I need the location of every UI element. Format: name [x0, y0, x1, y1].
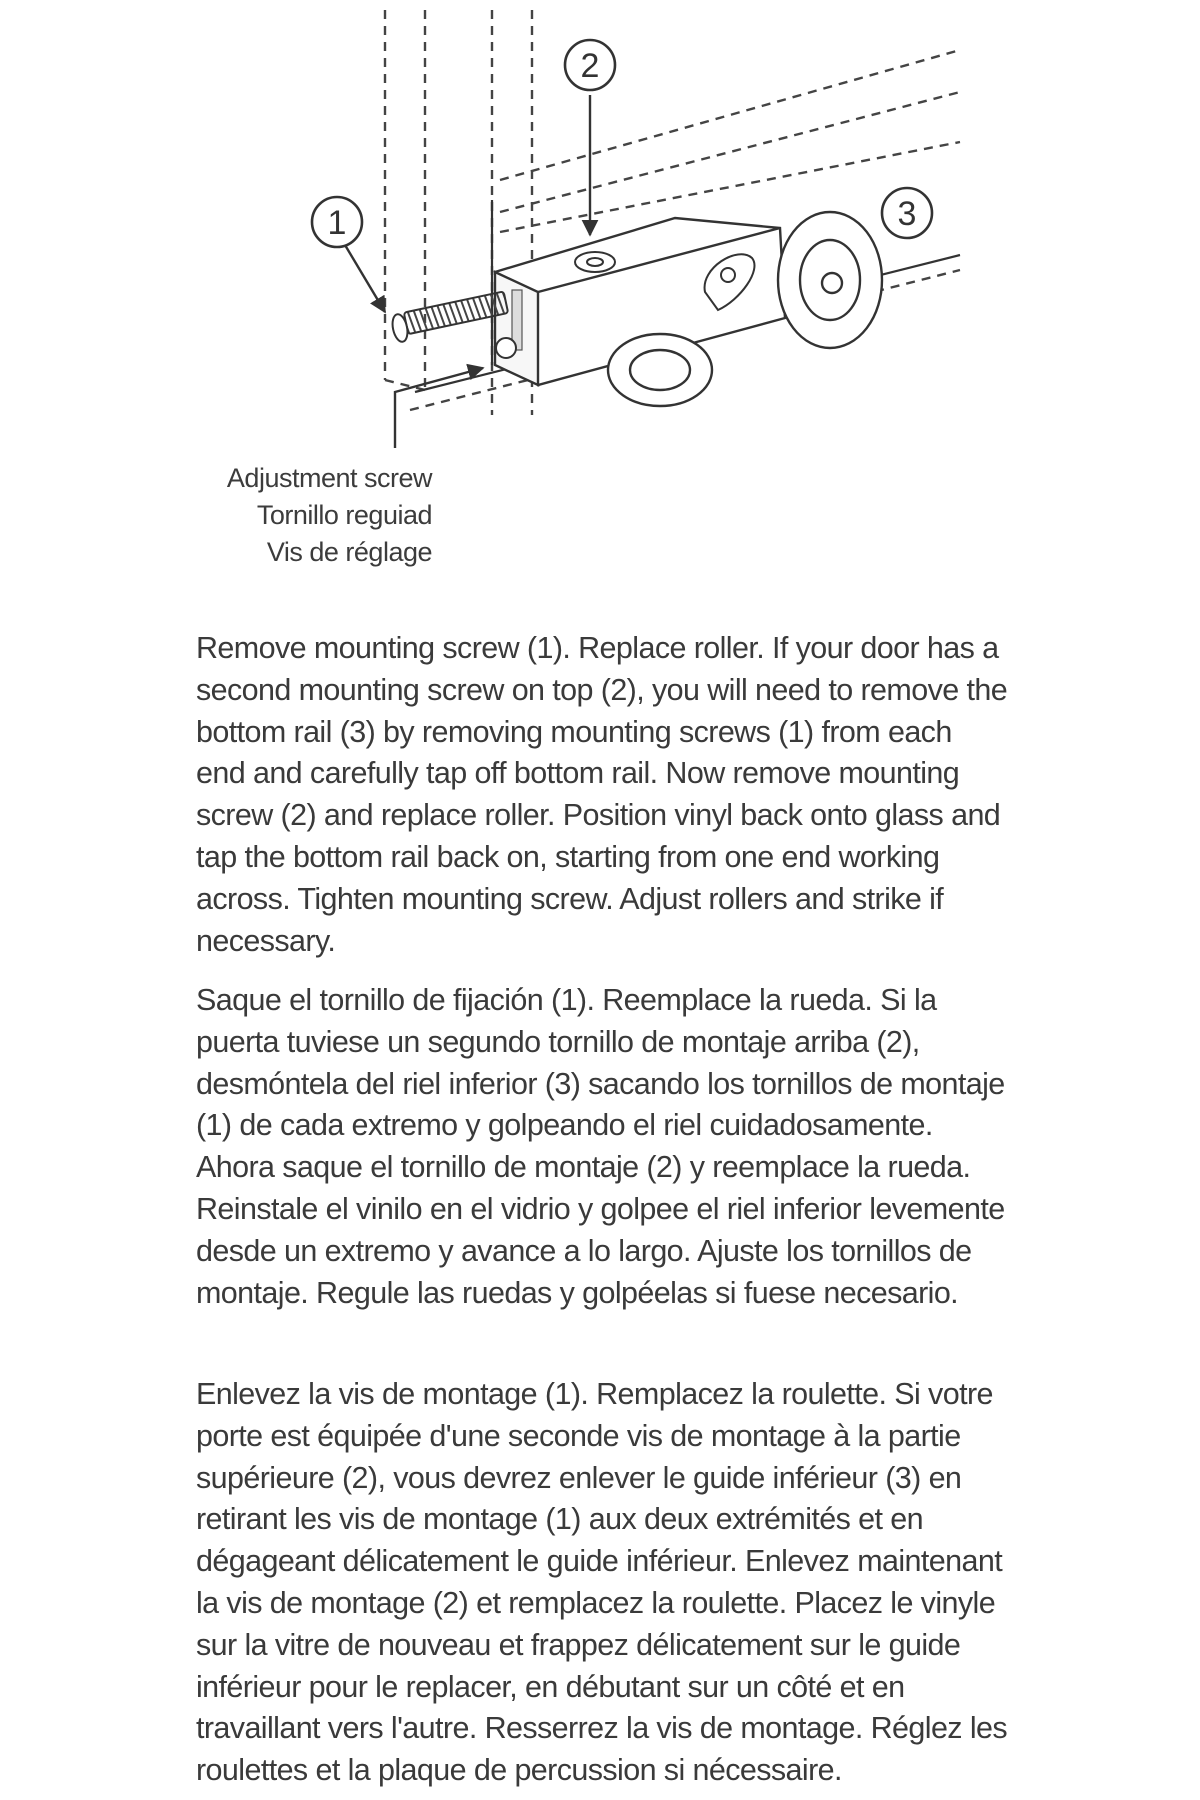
callout-1 [312, 197, 362, 247]
roller-assembly-diagram [0, 0, 1200, 590]
callout-2 [565, 40, 615, 90]
caption-adjustment-screw-fr: Vis de réglage [266, 537, 432, 567]
callout-1-label: 1 [327, 204, 347, 242]
instructions-french: Enlevez la vis de montage (1). Remplacez la roulette. Si votre porte est équipée d'une seconde vis de montage à la partie supérieure (2), vous devrez enlever le guide inférieur (3) en retirant les vis de montage (1) aux deux extrémités et en dégageant délicatement le guide inférieur. Enlevez maintenant la vis de montage (2) et remplacez la roulette. Placez le vinyle sur la vitre de nouveau et frappez délicatement sur le guide inférieur pour le replacer, en débutant sur un côté et en travaillant vers l'autre. Resserrez la vis de montage. Réglez les roulettes et la plaque de percussion si nécessaire. [196, 1377, 1008, 1788]
caption-adjustment-screw-es: Tornillo reguiad [256, 500, 432, 530]
callout-3-label: 3 [897, 195, 917, 233]
instructions-spanish: Saque el tornillo de fijación (1). Reemplace la rueda. Si la puerta tuviese un segundo tornillo de montaje arriba (2), desmóntela del riel inferior (3) sacando los tornillos de montaje (1) de cada extremo y golpeando el riel cuidadosamente. Ahora saque el tornillo de montaje (2) y reemplace la rueda. Reinstale el vinilo en el vidrio y golpee el riel inferior levemente desde un extremo y avance a lo largo. Ajuste los tornillos de montaje. Regule las ruedas y golpéelas si fuese necesario. [196, 983, 1005, 1310]
instructions-english: Remove mounting screw (1). Replace roller. If your door has a second mounting screw on top (2), you will need to remove the bottom rail (3) by removing mounting screws (1) from each end and carefully tap off bottom rail. Now remove mounting screw (2) and replace roller. Position vinyl back onto glass and tap the bottom rail back on, starting from one end working across. Tighten mounting screw. Adjust rollers and strike if necessary. [196, 631, 1008, 958]
caption-adjustment-screw-en: Adjustment screw [226, 463, 432, 493]
top-mounting-screw-icon [575, 252, 615, 272]
side-adjustment-hole-icon [496, 338, 516, 358]
callout-3 [882, 188, 932, 238]
mounting-screw-icon [390, 291, 508, 343]
callout-2-label: 2 [580, 47, 600, 85]
